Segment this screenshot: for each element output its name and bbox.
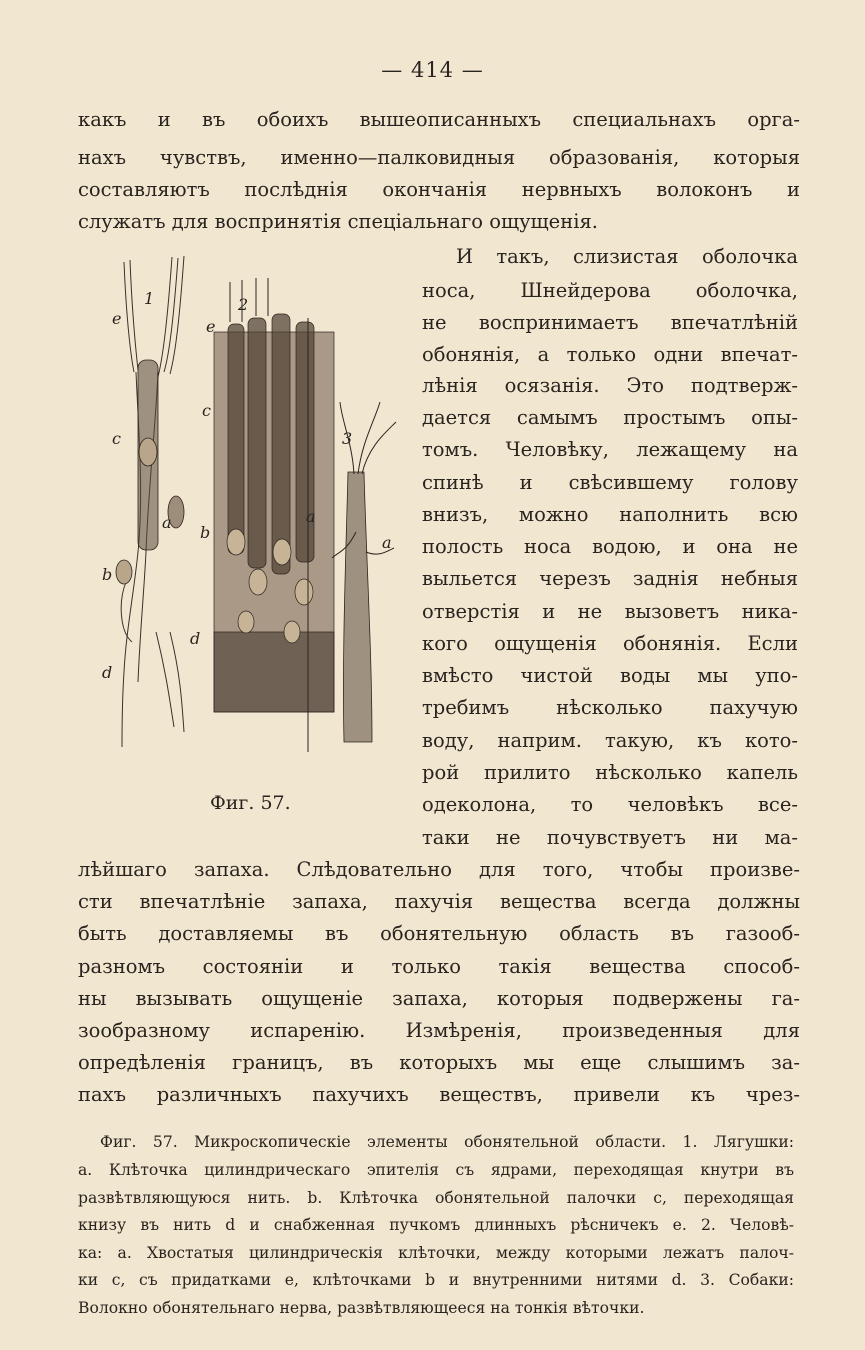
letter-label: c [112,429,121,448]
letter-label: a [162,513,172,532]
text-line: опредѣленія границъ, въ которыхъ мы еще слышимъ за- [78,1051,800,1074]
figure-label: Фиг. 57. [210,792,291,814]
text-line: воду, наприм. такую, къ кото- [422,729,798,752]
text-line: сти впечатлѣніе запаха, пахучія вещества всегда должны [78,890,800,913]
text-line: обонянія, а только одни впечат- [422,343,798,366]
text-line: дается самымъ простымъ опы- [422,406,798,429]
text-line: требимъ нѣсколько пахучую [422,696,798,719]
page-number: — 414 — [381,58,484,82]
letter-label: b [200,523,211,542]
text-line: разномъ состояніи и только такія вещества способ- [78,955,800,978]
text-line: кого ощущенія обонянія. Если [422,632,798,655]
text-line: выльется черезъ заднія небныя [422,567,798,590]
text-line: одеколона, то человѣкъ все- [422,793,798,816]
text-line: зообразному испаренію. Измѣренія, произведенныя для [78,1019,800,1042]
panel-label: 3 [342,429,353,448]
text-line: лѣнія осязанія. Это подтверж- [422,374,798,397]
text-line: пахъ различныхъ пахучихъ веществъ, привели къ чрез- [78,1083,800,1106]
text-line: какъ и въ обоихъ вышеописанныхъ специальнахъ орга- [78,108,800,131]
text-line: рой прилито нѣсколько капель [422,761,798,784]
letter-label: b [102,565,113,584]
text-line: отверстія и не вызоветъ ника- [422,600,798,623]
caption-line: ка: a. Хвостатыя цилиндрическія клѣточки, между которыми лежатъ палоч- [78,1244,794,1262]
caption-line: книзу въ нить d и снабженная пучкомъ длинныхъ рѣсничекъ e. 2. Человѣ- [78,1216,794,1234]
figure-57-illustration [96,252,414,762]
text-line: таки не почувствуетъ ни ма- [422,826,798,849]
caption-line: Фиг. 57. Микроскопическіе элементы обонятельной области. 1. Лягушки: [100,1133,794,1151]
text-line: лѣйшаго запаха. Слѣдовательно для того, чтобы произве- [78,858,800,881]
letter-label: c [202,401,211,420]
panel-label: 2 [238,295,249,314]
text-line: спинѣ и свѣсившему голову [422,471,798,494]
letter-label: d [102,663,113,682]
text-line: нахъ чувствъ, именно—палковидныя образованія, которыя [78,146,800,169]
caption-line: развѣтвляющуюся нить. b. Клѣточка обонятельной палочки c, переходящая [78,1189,794,1207]
panel-label: 1 [144,289,155,308]
caption-line: ки c, съ придатками e, клѣточками b и внутренними нитями d. 3. Собаки: [78,1271,794,1289]
letter-label: e [206,317,216,336]
microscopic-cells-drawing [96,252,414,762]
text-line: носа, Шнейдерова оболочка, [422,279,798,302]
text-line: не воспринимаетъ впечатлѣній [422,311,798,334]
text-line: служатъ для воспринятія спеціальнаго ощущенія. [78,210,598,233]
text-line: составляютъ послѣднія окончанія нервныхъ волоконъ и [78,178,800,201]
letter-label: a [306,507,316,526]
text-line: И такъ, слизистая оболочка [456,245,798,268]
text-line: быть доставляемы въ обонятельную область въ газооб- [78,922,800,945]
caption-line: Волокно обонятельнаго нерва, развѣтвляющееся на тонкія вѣточки. [78,1299,645,1317]
text-line: вмѣсто чистой воды мы упо- [422,664,798,687]
letter-label: d [190,629,201,648]
text-line: внизъ, можно наполнить всю [422,503,798,526]
text-line: полость носа водою, и она не [422,535,798,558]
letter-label: e [112,309,122,328]
caption-line: a. Клѣточка цилиндрическаго эпителія съ ядрами, переходящая кнутри въ [78,1161,794,1179]
letter-label: a [382,533,392,552]
text-line: томъ. Человѣку, лежащему на [422,438,798,461]
text-line: ны вызывать ощущеніе запаха, которыя подвержены га- [78,987,800,1010]
